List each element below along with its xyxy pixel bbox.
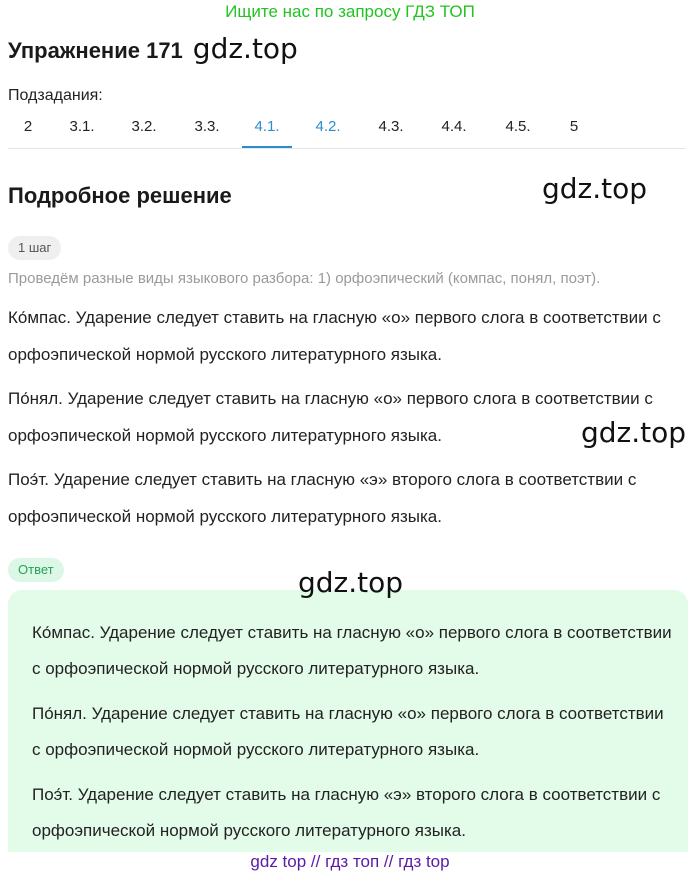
step-badge: 1 шаг bbox=[8, 236, 61, 260]
solution-paragraph: Ко́мпас. Ударение следует ставить на гласную «о» первого слога в соответствии с орфоэпической нормой русского литературного языка. bbox=[8, 308, 661, 364]
search-banner: Ищите нас по запросу ГДЗ ТОП bbox=[225, 2, 475, 21]
tab-4-1[interactable]: 4.1. bbox=[242, 110, 292, 148]
answer-box bbox=[8, 590, 688, 852]
solution-paragraph: Поэ́т. Ударение следует ставить на гласную «э» второго слога в соответствии с орфоэпической нормой русского литературного языка. bbox=[8, 470, 637, 526]
watermark: gdz.top bbox=[581, 416, 687, 449]
title-row bbox=[8, 32, 298, 65]
answer-paragraph: Поэ́т. Ударение следует ставить на гласную «э» второго слога в соответствии с орфоэпической нормой русского литературного языка. bbox=[32, 785, 661, 840]
tab-2[interactable]: 2 bbox=[23, 118, 33, 135]
footer-links: gdz top // гдз топ // гдз top bbox=[250, 852, 450, 871]
subtasks-label: Подзадания: bbox=[8, 87, 103, 104]
tab-3-3[interactable]: 3.3. bbox=[194, 118, 220, 135]
answer-paragraph: По́нял. Ударение следует ставить на гласную «о» первого слога в соответствии с орфоэпической нормой русского литературного языка. bbox=[32, 704, 664, 759]
tab-5[interactable]: 5 bbox=[569, 118, 579, 135]
tab-3-1[interactable]: 3.1. bbox=[69, 118, 95, 135]
tab-4-5[interactable]: 4.5. bbox=[505, 118, 531, 135]
watermark: gdz.top bbox=[192, 32, 298, 65]
section-title: Подробное решение bbox=[8, 183, 232, 208]
tab-4-4[interactable]: 4.4. bbox=[441, 118, 467, 135]
page-title: Упражнение 171 bbox=[8, 38, 183, 63]
tab-3-2[interactable]: 3.2. bbox=[131, 118, 157, 135]
watermark: gdz.top bbox=[298, 566, 404, 599]
subtask-tabs bbox=[8, 110, 686, 149]
solution-paragraph: По́нял. Ударение следует ставить на гласную «о» первого слога в соответствии с орфоэпической нормой русского литературного языка. bbox=[8, 389, 653, 445]
step-intro: Проведём разные виды языкового разбора: 1) орфоэпический (компас, понял, поэт). bbox=[8, 270, 601, 287]
answer-badge: Ответ bbox=[8, 558, 64, 582]
watermark: gdz.top bbox=[542, 172, 648, 205]
answer-paragraph: Ко́мпас. Ударение следует ставить на гласную «о» первого слога в соответствии с орфоэпической нормой русского литературного языка. bbox=[32, 623, 672, 678]
tab-4-2[interactable]: 4.2. bbox=[315, 118, 341, 135]
tab-4-3[interactable]: 4.3. bbox=[378, 118, 404, 135]
